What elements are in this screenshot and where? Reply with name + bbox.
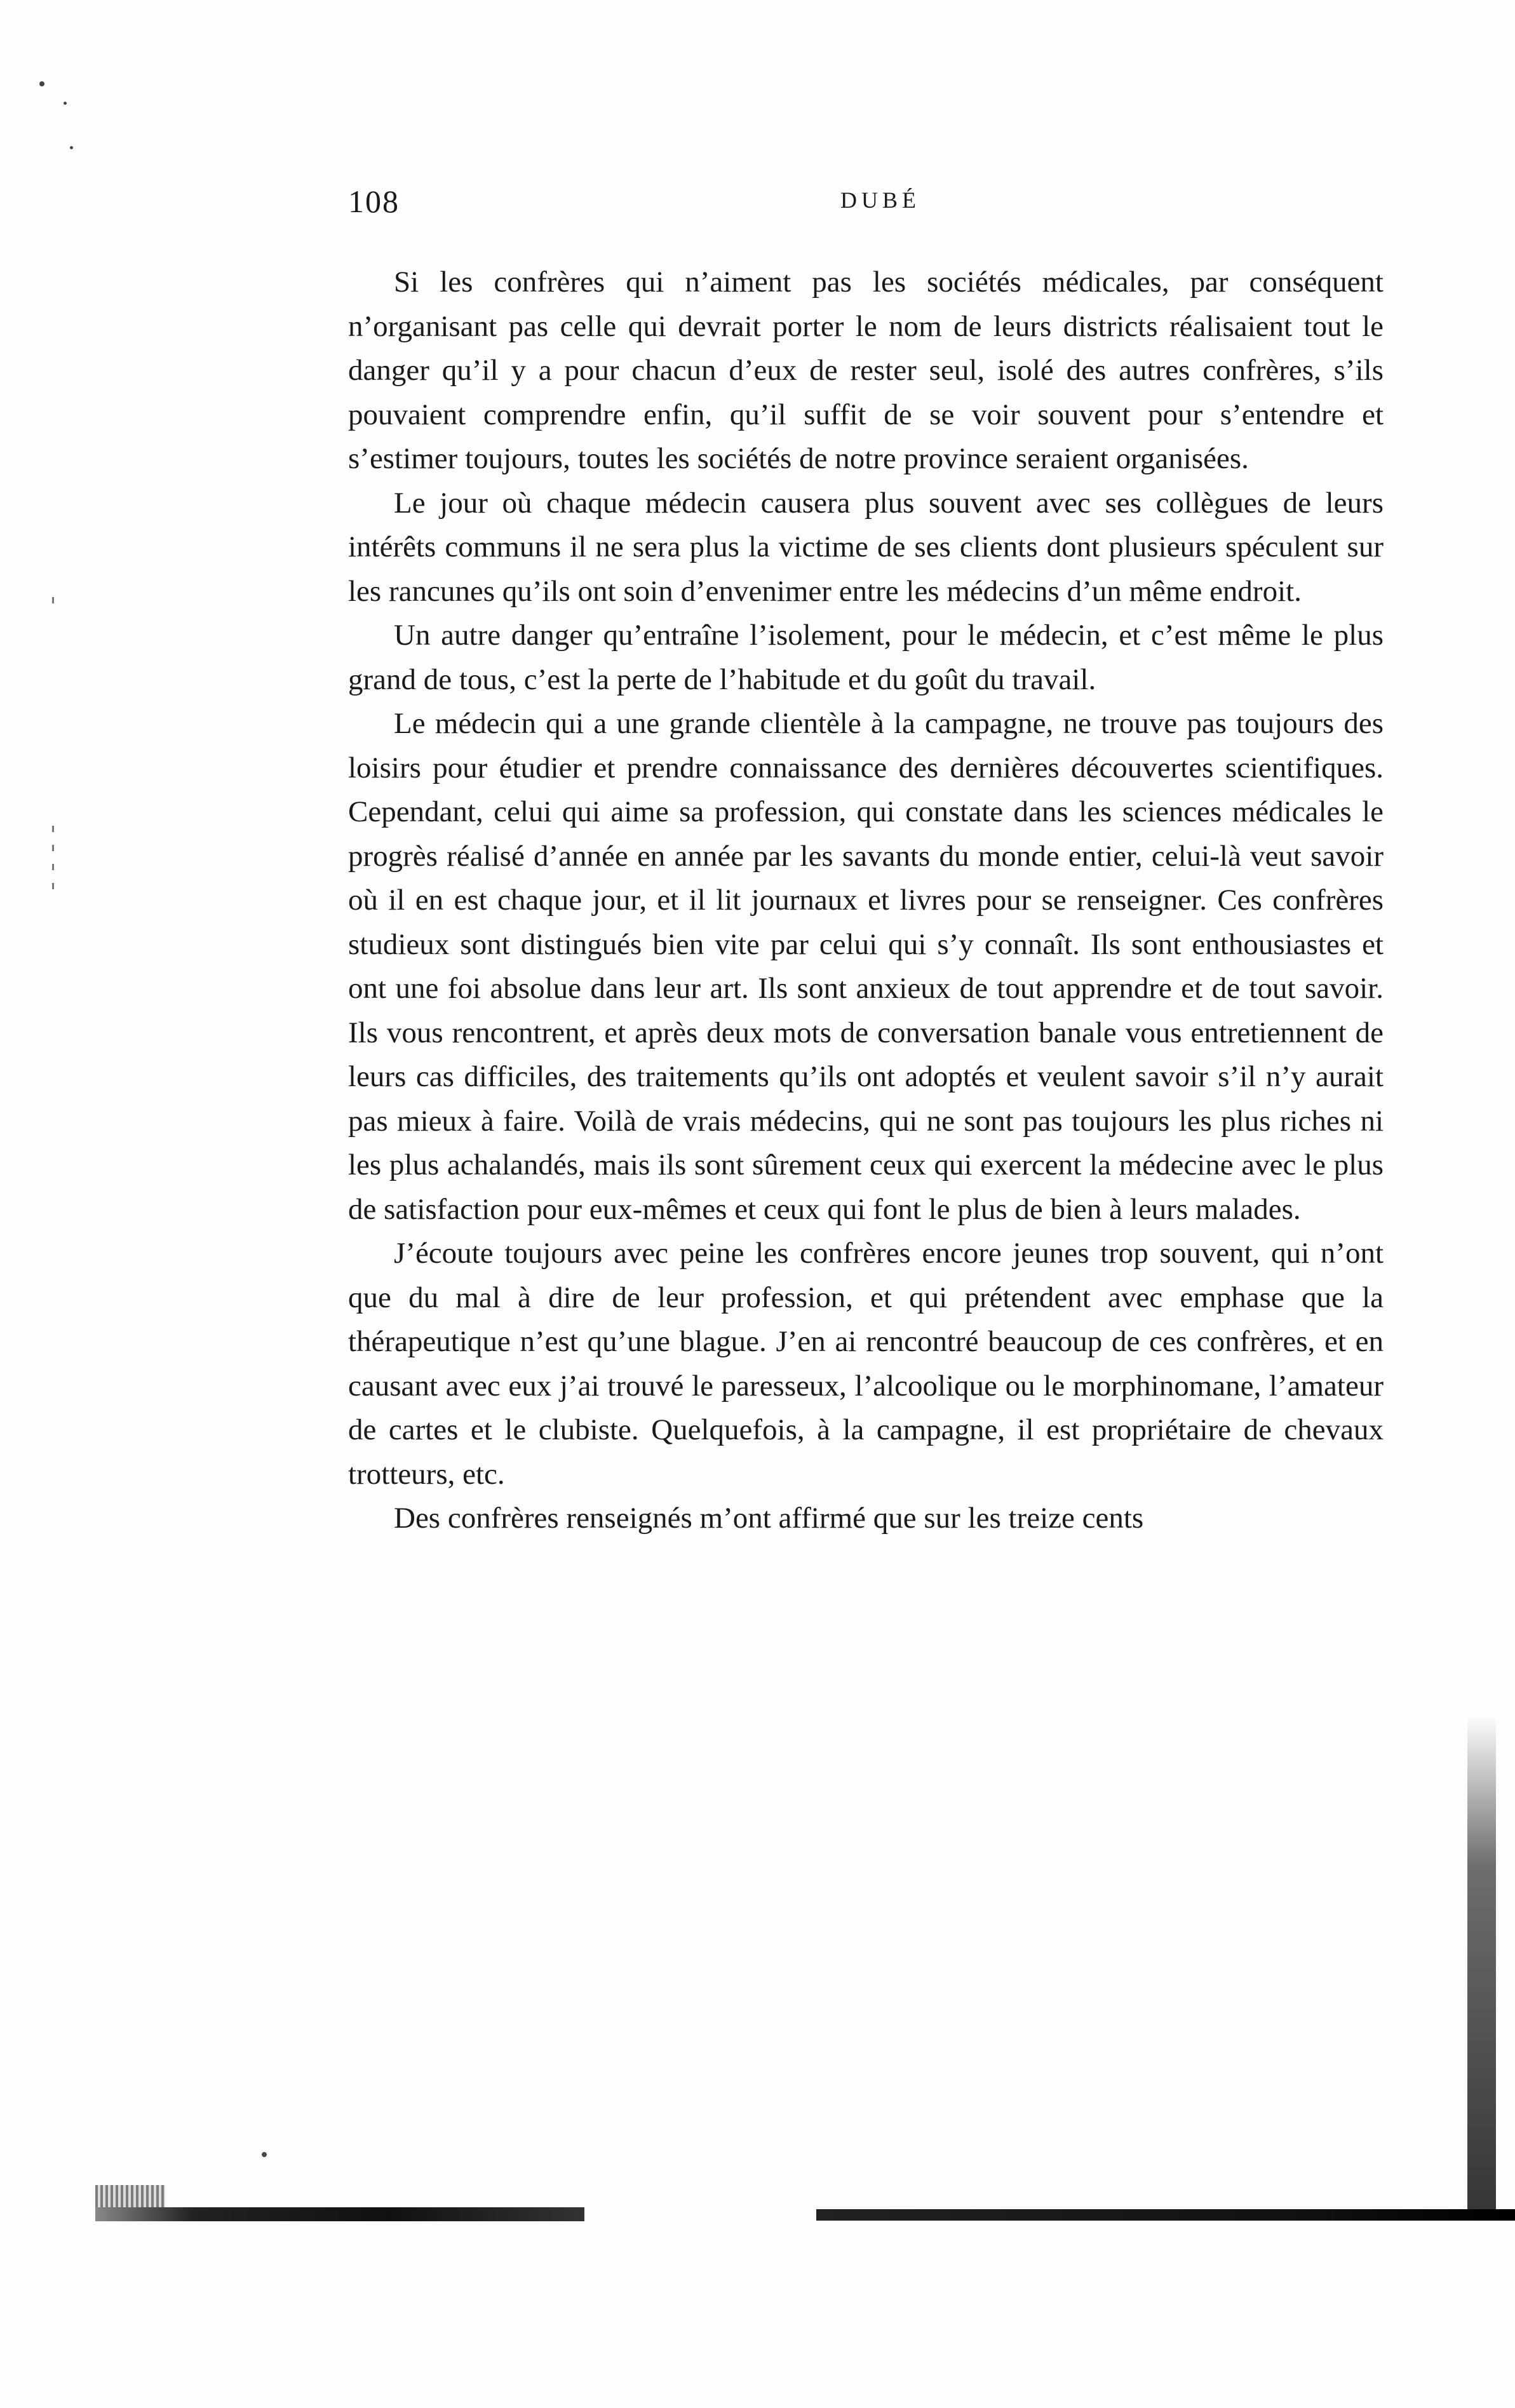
scan-speck bbox=[52, 864, 54, 870]
page-header bbox=[348, 183, 1384, 227]
paragraph: Le médecin qui a une grande clientèle à la campagne, ne trouve pas toujours des loisirs pour étudier et prendre connaissance des dernières découvertes scientifiques. Cependant, celui qui aime sa profession, qui constate dans les sciences médicales le progrès réalisé d’année en année par les savants du monde entier, celui-là veut savoir où il en est chaque jour, et il lit journaux et livres pour se renseigner. Ces confrères studieux sont distingués bien vite par celui qui s’y connaît. Ils sont enthousiastes et ont une foi absolue dans leur art. Ils sont anxieux de tout apprendre et de tout savoir. Ils vous rencontrent, et après deux mots de conversation banale vous entretiennent de leurs cas difficiles, des traitements qu’ils ont adoptés et veulent savoir s’il n’y aurait pas mieux à faire. Voilà de vrais médecins, qui ne sont pas toujours les plus riches ni les plus achalandés, mais ils sont sûrement ceux qui exercent la médecine avec le plus de satisfaction pour eux-mêmes et ceux qui font le plus de bien à leurs malades. bbox=[348, 707, 1384, 1226]
scan-speck bbox=[52, 883, 54, 889]
scan-shadow bbox=[95, 2185, 165, 2210]
scan-speck bbox=[52, 826, 54, 832]
scan-speck bbox=[52, 597, 54, 603]
scan-shadow bbox=[1467, 1715, 1496, 2217]
running-head: DUBÉ bbox=[840, 187, 920, 213]
paragraph: Si les confrères qui n’aiment pas les sociétés médicales, par conséquent n’organisant pas celle qui devrait porter le nom de leurs districts réalisaient tout le danger qu’il y a pour chacun d’eux de rester seul, isolé des autres confrères, s’ils pouvaient comprendre enfin, qu’il suffit de se voir souvent pour s’entendre et s’estimer toujours, toutes les sociétés de notre province seraient organisées. bbox=[348, 266, 1384, 475]
scan-speck bbox=[262, 2152, 267, 2157]
body-text bbox=[348, 260, 1384, 1541]
paragraph: Un autre danger qu’entraîne l’isolement, pour le médecin, et c’est même le plus grand de tous, c’est la perte de l’habitude et du goût du travail. bbox=[348, 619, 1384, 696]
scan-speck bbox=[70, 146, 73, 149]
scan-shadow bbox=[95, 2207, 584, 2221]
scan-speck bbox=[64, 102, 67, 105]
scan-speck bbox=[39, 81, 44, 86]
scan-shadow bbox=[816, 2209, 1515, 2221]
paragraph: Des confrères renseignés m’ont affirmé que sur les treize cents bbox=[394, 1502, 1144, 1535]
page-number: 108 bbox=[348, 184, 400, 219]
scan-speck bbox=[52, 845, 54, 851]
paragraph: J’écoute toujours avec peine les confrères encore jeunes trop souvent, qui n’ont que du mal à dire de leur profession, et qui prétendent avec emphase que la thérapeutique n’est qu’une blague. J’en ai rencontré beaucoup de ces confrères, et en causant avec eux j’ai trouvé le paresseux, l’alcoolique ou le morphinomane, l’amateur de cartes et le clubiste. Quelquefois, à la campagne, il est propriétaire de chevaux trotteurs, etc. bbox=[348, 1237, 1384, 1491]
paragraph: Le jour où chaque médecin causera plus souvent avec ses collègues de leurs intérêts communs il ne sera plus la victime de ses clients dont plusieurs spéculent sur les rancunes qu’ils ont soin d’envenimer entre les médecins d’un même endroit. bbox=[348, 486, 1384, 608]
